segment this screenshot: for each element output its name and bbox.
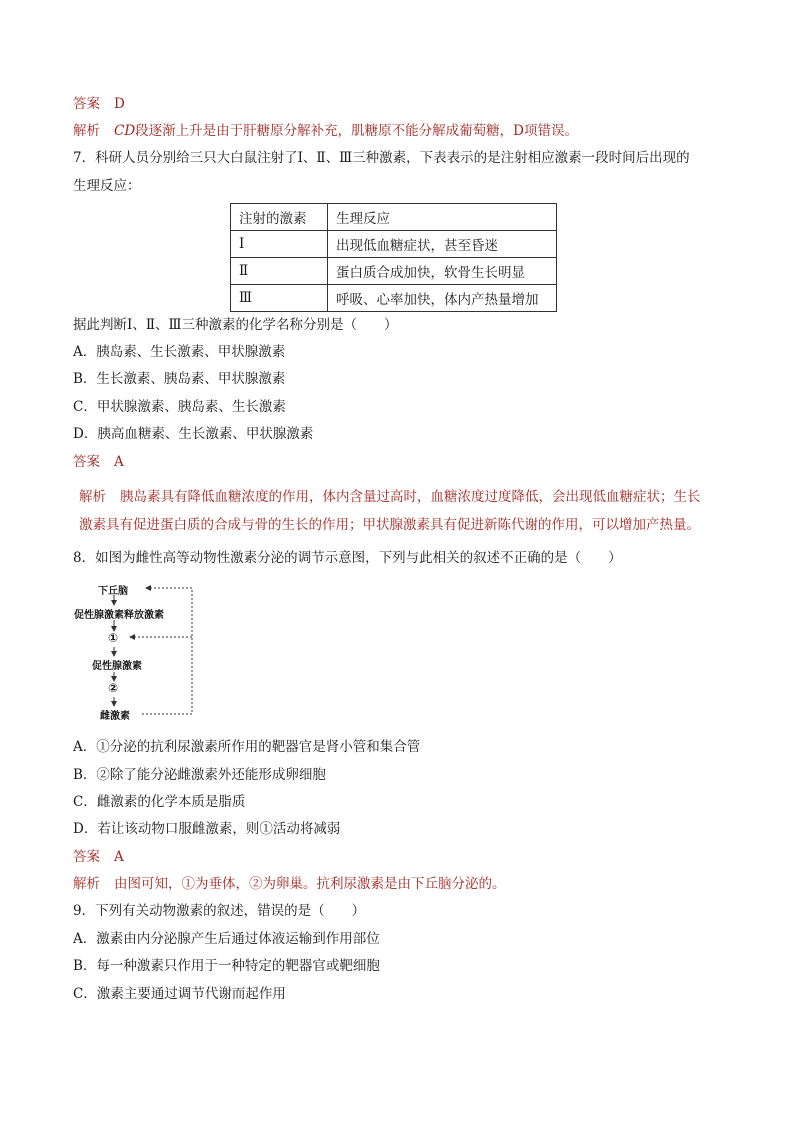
table-cell: Ⅱ xyxy=(231,258,328,285)
table-cell: 出现低血糖症状，甚至昏迷 xyxy=(328,231,557,258)
table-cell: 呼吸、心率加快，体内产热量增加 xyxy=(328,285,557,312)
q9-option-a: A．激素由内分泌腺产生后通过体液运输到作用部位 xyxy=(73,931,380,947)
q8-option-c: C．雌激素的化学本质是脂质 xyxy=(73,794,246,810)
analysis-label: 解析 xyxy=(73,123,100,139)
answer-value: A xyxy=(114,454,124,470)
q8-option-b: B．②除了能分泌雌激素外还能形成卵细胞 xyxy=(73,767,326,783)
table-header-cell: 注射的激素 xyxy=(231,204,328,231)
answer-value: D xyxy=(114,96,125,112)
table-row xyxy=(231,258,557,285)
q8-stem: 8．如图为雌性高等动物性激素分泌的调节示意图，下列与此相关的叙述不正确的是（ ） xyxy=(73,550,622,566)
answer-label: 答案 xyxy=(73,96,100,112)
q7-option-a: A．胰岛素、生长激素、甲状腺激素 xyxy=(73,344,286,360)
hypothalamus-label: 下丘脑 xyxy=(98,586,128,597)
diagram-arrows xyxy=(70,578,205,728)
q7-analysis-line1 xyxy=(79,487,701,507)
q9-option-b: B．每一种激素只作用于一种特定的靶器官或靶细胞 xyxy=(73,958,380,974)
q7-answer xyxy=(73,452,124,472)
node2-label: ② xyxy=(108,681,119,695)
answer-value: A xyxy=(114,849,124,865)
q7-question: 据此判断Ⅰ、Ⅱ、Ⅲ三种激素的化学名称分别是（ ） xyxy=(73,317,398,333)
table-cell: Ⅲ xyxy=(231,285,328,312)
analysis-text: 由图可知，①为垂体，②为卵巢。抗利尿激素是由下丘脑分泌的。 xyxy=(114,876,506,892)
analysis-text: 段逐渐上升是由于肝糖原分解补充，肌糖原不能分解成葡萄糖，D项错误。 xyxy=(135,123,578,139)
q6-analysis xyxy=(73,121,578,141)
q7-option-b: B．生长激素、胰岛素、甲状腺激素 xyxy=(73,371,286,387)
node1-label: ① xyxy=(108,631,119,645)
table-header-cell: 生理反应 xyxy=(328,204,557,231)
table-cell: Ⅰ xyxy=(231,231,328,258)
q8-option-a: A．①分泌的抗利尿激素所作用的靶器官是肾小管和集合管 xyxy=(73,739,421,755)
q8-option-d: D．若让该动物口服雌激素，则①活动将减弱 xyxy=(73,821,341,837)
q7-stem-line2: 生理反应： xyxy=(73,178,141,194)
table-row xyxy=(231,231,557,258)
analysis-label: 解析 xyxy=(79,489,106,505)
q7-table xyxy=(230,203,557,312)
table-header-row xyxy=(231,204,557,231)
q7-stem-line1: 7．科研人员分别给三只大白鼠注射了Ⅰ、Ⅱ、Ⅲ三种激素，下表表示的是注射相应激素一段时间后出现的 xyxy=(73,150,690,166)
q9-stem: 9．下列有关动物激素的叙述，错误的是（ ） xyxy=(73,903,366,919)
q7-option-d: D．胰高血糖素、生长激素、甲状腺激素 xyxy=(73,426,314,442)
estrogen-label: 雌激素 xyxy=(100,711,130,722)
q7-option-c: C．甲状腺激素、胰岛素、生长激素 xyxy=(73,399,286,415)
analysis-text: 胰岛素具有降低血糖浓度的作用，体内含量过高时，血糖浓度过度降低，会出现低血糖症状；生长 xyxy=(120,489,701,505)
answer-label: 答案 xyxy=(73,849,100,865)
releasing-hormone-label: 促性腺激素释放激素 xyxy=(74,610,164,621)
gonadotropin-label: 促性腺激素 xyxy=(92,661,142,672)
q9-option-c: C．激素主要通过调节代谢而起作用 xyxy=(73,986,286,1002)
analysis-italic-segment: CD xyxy=(114,123,136,139)
q8-analysis xyxy=(73,874,506,894)
hormone-regulation-diagram xyxy=(70,578,205,728)
table-row xyxy=(231,285,557,312)
analysis-label: 解析 xyxy=(73,876,100,892)
answer-label: 答案 xyxy=(73,454,100,470)
q7-analysis-line2: 激素具有促进蛋白质的合成与骨的生长的作用；甲状腺激素具有促进新陈代谢的作用，可以增加产热量。 xyxy=(79,517,700,533)
q6-answer xyxy=(73,94,125,114)
q8-answer xyxy=(73,847,124,867)
table-cell: 蛋白质合成加快，软骨生长明显 xyxy=(328,258,557,285)
